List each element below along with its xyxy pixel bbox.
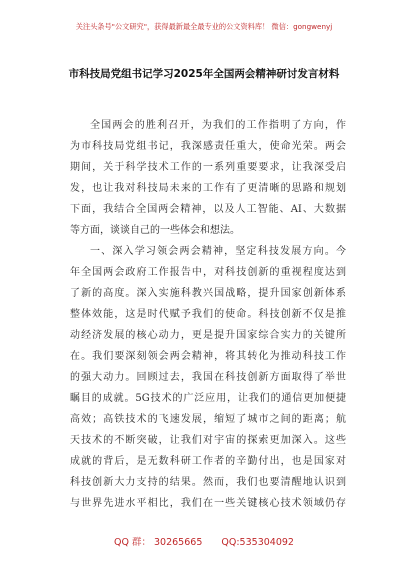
- paragraph-line: 年全国两会政府工作报告中，对科技创新的重视程度达到: [70, 267, 346, 278]
- footer-contact: [0, 534, 408, 548]
- paragraph-line: 科技创新大力支持的结果。然而，我们也要清醒地认识到: [70, 477, 346, 488]
- paragraph-2: [70, 241, 346, 514]
- paragraph-line: 等方面，谈谈自己的一些体会和想法。: [70, 225, 240, 236]
- paragraph-line: 与世界先进水平相比，我们在一些关键核心技术领域仍存: [70, 498, 346, 509]
- paragraph-line: 全国两会的胜利召开，为我们的工作指明了方向，作: [90, 120, 346, 131]
- paragraph-line: 为市科技局党组书记，我深感责任重大，使命光荣。两会: [70, 141, 346, 152]
- paragraph-line: 了新的高度。深入实施科教兴国战略，提升国家创新体系: [70, 288, 346, 299]
- paragraph-line: 期间，关于科学技术工作的一系列重要要求，让我深受启: [70, 162, 346, 173]
- paragraph-line: 成就的背后，是无数科研工作者的辛勤付出，也是国家对: [70, 456, 346, 467]
- paragraph-line: 的强大动力。回顾过去，我国在科技创新方面取得了举世: [70, 372, 346, 383]
- paragraph-line: 一、深入学习领会两会精神，坚定科技发展方向。今: [90, 246, 346, 257]
- paragraph-line: 动经济发展的核心动力，更是提升国家综合实力的关键所: [70, 330, 346, 341]
- document-body: [70, 115, 346, 514]
- paragraph-line: 整体效能，这是时代赋予我们的使命。科技创新不仅是推: [70, 309, 346, 320]
- paragraph-line: 下面，我结合全国两会精神，以及人工智能、AI、大数据: [70, 204, 346, 215]
- document-title: 市科技局党组书记学习2025年全国两会精神研讨发言材料: [68, 68, 340, 80]
- paragraph-line: 高效；高铁技术的飞速发展，缩短了城市之间的距离；航: [70, 414, 346, 425]
- paragraph-line: 在。我们要深刻领会两会精神，将其转化为推动科技工作: [70, 351, 346, 362]
- paragraph-line: 发，也让我对科技局未来的工作有了更清晰的思路和规划: [70, 183, 346, 194]
- paragraph-line: 天技术的不断突破，让我们对宇宙的探索更加深入。这些: [70, 435, 346, 446]
- footer-qq-group: QQ 群： 30265665: [114, 537, 203, 548]
- footer-qq-number: QQ:535304092: [221, 537, 294, 548]
- paragraph-line: 瞩目的成就。5G技术的广泛应用，让我们的通信更加便捷: [70, 393, 346, 404]
- paragraph-1: [70, 115, 346, 241]
- top-banner: 关注头条号"公文研究"，获得最新最全最专业的公文资料库！ 微信：gongwenyj: [75, 22, 333, 31]
